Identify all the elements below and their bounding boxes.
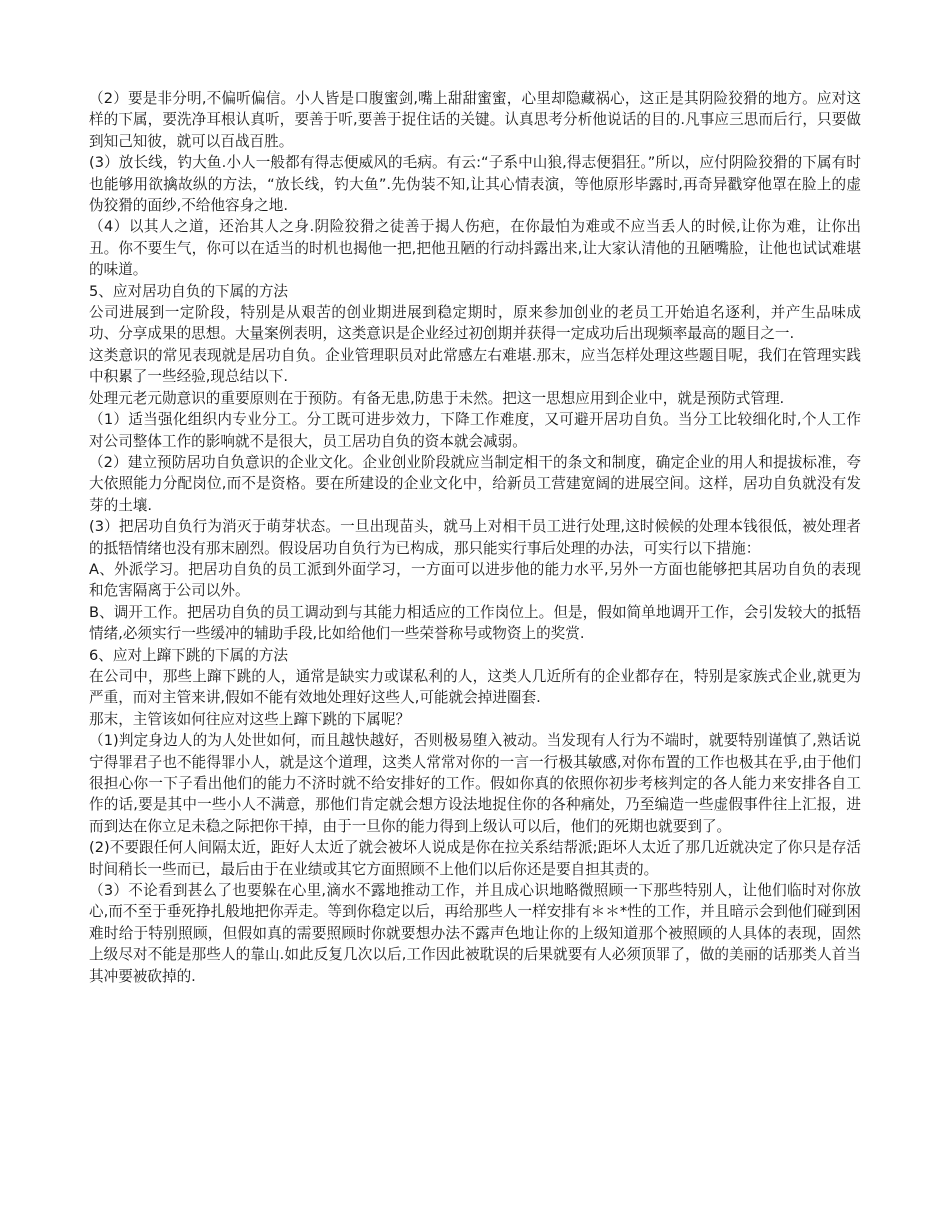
section-heading-5: 5、应对居功自负的下属的方法 [89, 282, 289, 300]
section-heading-6: 6、应对上蹿下跳的下属的方法 [89, 646, 289, 664]
paragraph-tip-1-judge-people: （1)判定身边人的为人处世如何，而且越快越好，否则极易堕入被动。当发现有人行为不端时，就要特别谨慎了,熟话说宁得罪君子也不能得罪小人，就是这个道理，这类人常常对你的一言一行极其敏感,对你布置的工作也极其在乎,由于他们很担心你一下子看出他们的能力不济时就不给安排好的工作。假如你真的依照你初步考核判定的各人能力来安排各自工作的话,要是其中一些小人不满意，那他们肯定就会想方设法地捉住你的各种痛处，乃至编造一些虚假事件往上汇报，进而到达在你立足未稳之际把你干掉，由于一旦你的能力得到上级认可以后，他们的死期也就要到了。 [89, 732, 861, 835]
paragraph-tip-2-keep-distance: (2)不要跟任何人间隔太近，距好人太近了就会被坏人说成是你在拉关系结帮派;距坏人太近了那几近就决定了你只是存活时间稍长一些而已，最后由于在业绩或其它方面照顾不上他们以后你还是要自担其责的。 [89, 839, 861, 878]
paragraph-option-a-external-study: A、外派学习。把居功自负的员工派到外面学习，一方面可以进步他的能力水平,另外一方面也能够把其居功自负的表现和危害隔离于公司以外。 [89, 560, 861, 600]
paragraph-tip-3-keep-quiet: （3）不论看到甚么了也要躲在心里,滴水不露地推动工作，并且成心识地略微照顾一下那些特别人，让他们临时对你放心,而不至于垂死挣扎般地把你弄走。等到你稳定以后，再给那些人一样安排有＊＊*性的工作，并且暗示会到他们碰到困难时给于特别照顾，但假如真的需要照顾时你就要想办法不露声色地让你的上级知道那个被照顾的人具体的表现，固然上级尽对不能是那些人的靠山.如此反复几次以后,工作因此被耽误的后果就要有人必须顶罪了，做的美丽的话那类人首当其冲要被砍掉的. [89, 882, 861, 985]
document-body [89, 88, 861, 987]
paragraph-measure-1-division-of-labor: （1）适当强化组织内专业分工。分工既可进步效力，下降工作难度，又可避开居功自负。当分工比较细化时,个人工作对公司整体工作的影响就不是很大，员工居功自负的资本就会减弱。 [89, 411, 861, 450]
paragraph-point-4-same-way: （4）以其人之道，还治其人之身.阴险狡猾之徒善于揭人伤疤，在你最怕为难或不应当丢人的时候,让你为难，让你出丑。你不要生气，你可以在适当的时机也揭他一把,把他丑陋的行动抖露出来,让大家认清他的丑陋嘴脸，让他也试试难堪的味道。 [89, 218, 861, 279]
paragraph-company-development: 公司进展到一定阶段，特别是从艰苦的创业期进展到稳定期时，原来参加创业的老员工开始追名逐利，并产生品味成功、分享成果的思想。大量案例表明，这类意识是企业经过初创期并获得一定成功后出现频率最高的题目之一. [89, 304, 861, 343]
paragraph-question: 那末，主管该如何往应对这些上蹿下跳的下属呢？ [89, 710, 411, 728]
paragraph-point-3-long-line: (3）放长线，钓大鱼.小人一般都有得志便威风的毛病。有云:“子系中山狼,得志便猖狂。”所以，应付阴险狡猾的下属有时也能够用欲擒故纵的方法，“放长线，钓大鱼”.先伪装不知,让其心情表演，等他原形毕露时,再奇异戳穿他罩在脸上的虚伪狡猾的面纱,不给他容身之地. [89, 154, 861, 215]
paragraph-option-b-transfer: B、调开工作。把居功自负的员工调动到与其能力相适应的工作岗位上。但是，假如简单地调开工作，会引发较大的抵牾情绪,必须实行一些缓冲的辅助手段,比如给他们一些荣誉称号或物资上的奖赏. [89, 603, 861, 643]
paragraph-measure-3-nip-in-bud: (3）把居功自负行为消灭于萌芽状态。一旦出现苗头，就马上对相干员工进行处理,这时候候的处理本钱很低，被处理者的抵牾情绪也没有那末剧烈。假设居功自负行为已构成，那只能实行事后处理的办法，可实行以下措施： [89, 518, 861, 557]
paragraph-common-manifestation: 这类意识的常见表现就是居功自负。企业管理职员对此常感左右难堪.那末，应当怎样处理这些题目呢，我们在管理实践中积累了一些经验,现总结以下. [89, 346, 861, 386]
paragraph-point-2-distinguish-right-wrong: （2）要是非分明,不偏听偏信。小人皆是口腹蜜剑,嘴上甜甜蜜蜜，心里却隐藏祸心，这正是其阴险狡猾的地方。应对这样的下属，要洗净耳根认真听，要善于听,要善于捉住话的关键。认真思考分析他说话的目的.凡事应三思而后行，只要做到知己知彼，就可以百战百胜。 [89, 90, 861, 150]
paragraph-measure-2-corporate-culture: （2）建立预防居功自负意识的企业文化。企业创业阶段就应当制定相干的条文和制度，确定企业的用人和提拔标准，夸大依照能力分配岗位,而不是资格。要在所建设的企业文化中，给新员工营建宽阔的进展空间。这样，居功自负就没有发芽的土壤. [89, 453, 861, 514]
paragraph-in-company: 在公司中，那些上蹿下跳的人，通常是缺实力或谋私利的人，这类人几近所有的企业都存在，特别是家族式企业,就更为严重，而对主管来讲,假如不能有效地处理好这些人,可能就会掉进圈套. [89, 667, 861, 707]
paragraph-prevention-principle: 处理元老元勋意识的重要原则在于预防。有备无患,防患于未然。把这一思想应用到企业中，就是预防式管理. [89, 389, 785, 407]
